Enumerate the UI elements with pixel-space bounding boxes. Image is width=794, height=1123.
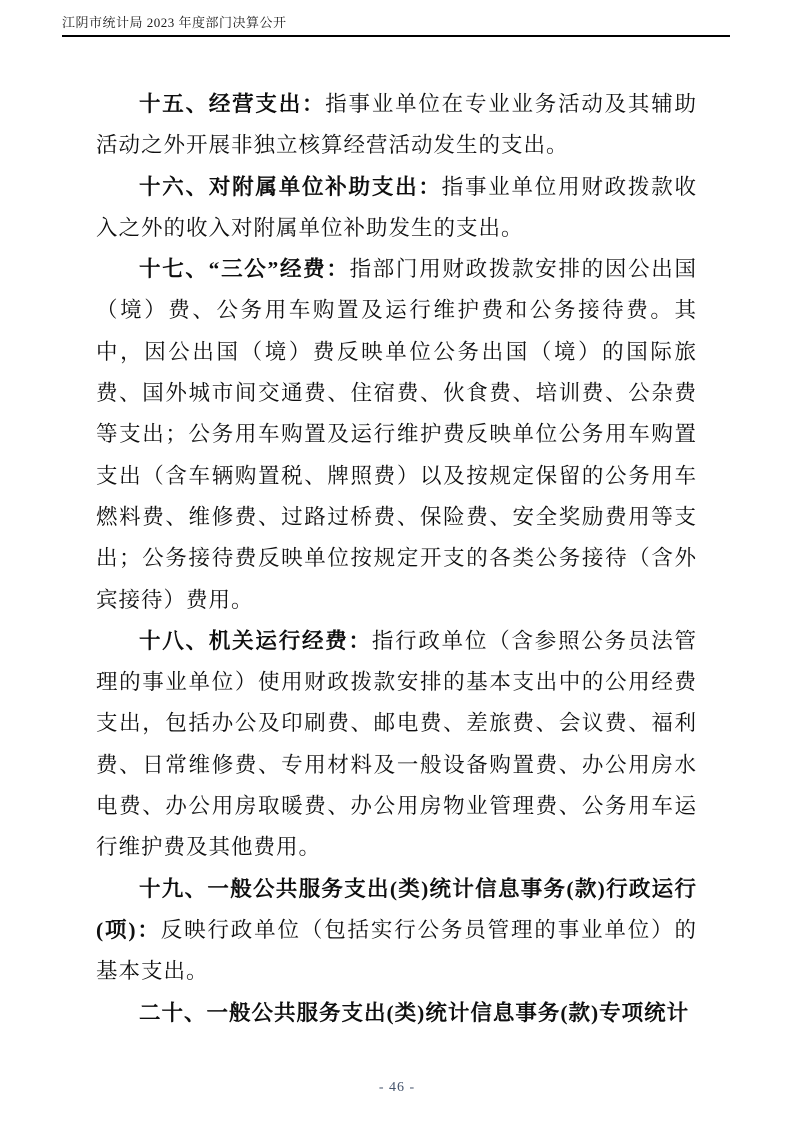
paragraph-1 [96, 84, 697, 167]
page-number [0, 1080, 794, 1096]
paragraph-5 [96, 869, 697, 993]
paragraph-text: 指事业单位用财政拨款收入之外的收入对附属单位补助发生的支出。 [96, 174, 697, 240]
paragraph-lead: 十九、一般公共服务支出(类)统计信息事务(款)行政运行(项)： [96, 876, 697, 942]
paragraph-text: 指行政单位（含参照公务员法管理的事业单位）使用财政拨款安排的基本支出中的公用经费支出，包括办公及印刷费、邮电费、差旅费、会议费、福利费、日常维修费、专用材料及一般设备购置费、办公用房水电费、办公用房取暖费、办公用房物业管理费、公务用车运行维护费及其他费用。 [96, 628, 697, 860]
paragraph-lead: 二十、一般公共服务支出(类)统计信息事务(款)专项统计 [139, 1000, 690, 1025]
paragraph-lead: 十七、“三公”经费： [139, 257, 350, 282]
header-title: 江阴市统计局 2023 年度部门决算公开 [62, 15, 287, 30]
paragraph-text: 指事业单位在专业业务活动及其辅助活动之外开展非独立核算经营活动发生的支出。 [96, 92, 697, 158]
paragraph-3 [96, 249, 697, 621]
paragraph-lead: 十六、对附属单位补助支出： [139, 174, 442, 199]
paragraph-lead: 十八、机关运行经费： [139, 628, 372, 653]
paragraph-lead: 十五、经营支出： [139, 92, 326, 116]
paragraph-4 [96, 621, 697, 869]
document-body [96, 84, 697, 1034]
page-number-label: - 46 - [378, 1080, 416, 1095]
paragraph-text: 指部门用财政拨款安排的因公出国（境）费、公务用车购置及运行维护费和公务接待费。其中，因公出国（境）费反映单位公务出国（境）的国际旅费、国外城市间交通费、住宿费、伙食费、培训费、公杂费等支出；公务用车购置及运行维护费反映单位公务用车购置支出（含车辆购置税、牌照费）以及按规定保留的公务用车燃料费、维修费、过路过桥费、保险费、安全奖励费用等支出；公务接待费反映单位按规定开支的各类公务接待（含外宾接待）费用。 [96, 257, 697, 612]
paragraph-2 [96, 167, 697, 250]
paragraph-text: 反映行政单位（包括实行公务员管理的事业单位）的基本支出。 [96, 917, 697, 984]
paragraph-6 [96, 993, 697, 1034]
page-header [62, 12, 730, 37]
